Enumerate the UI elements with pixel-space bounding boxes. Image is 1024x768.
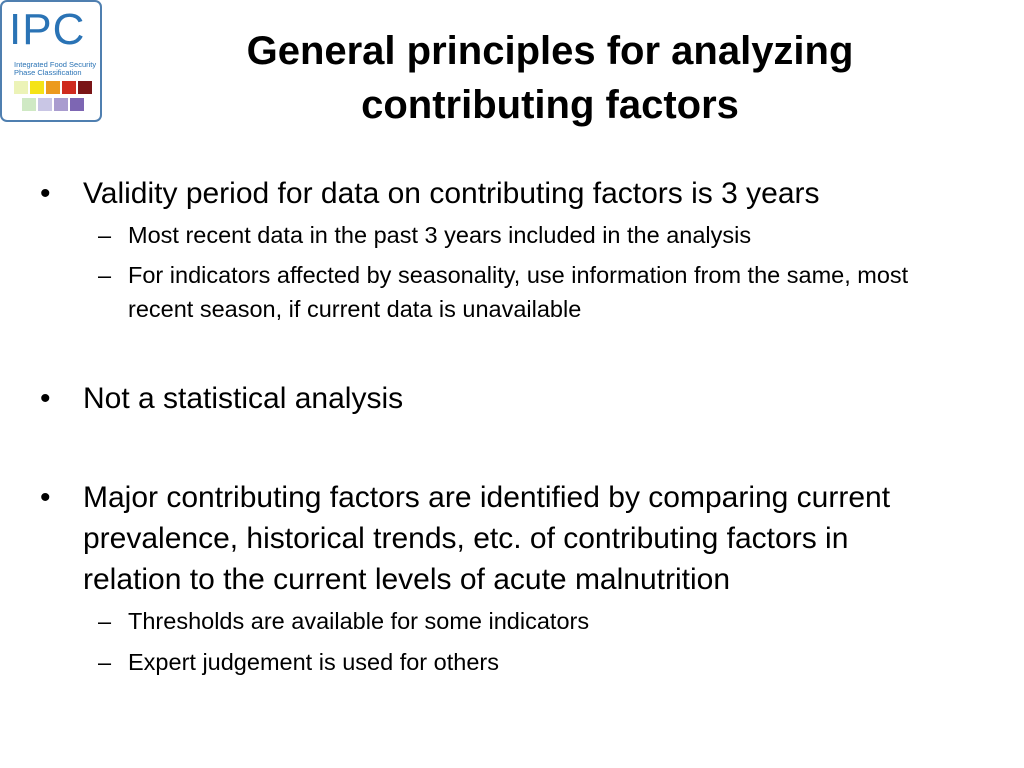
logo-swatch bbox=[14, 81, 28, 94]
sub-bullet-marker: – bbox=[98, 262, 112, 288]
logo-swatch bbox=[30, 81, 44, 94]
slide-title-line-1: General principles for analyzing bbox=[246, 29, 854, 73]
sub-bullet bbox=[98, 218, 980, 252]
bullet-validity-period bbox=[40, 173, 980, 326]
slide-title bbox=[140, 24, 960, 132]
sub-bullet-text: Thresholds are available for some indicators bbox=[128, 608, 590, 634]
logo-swatch bbox=[54, 98, 68, 111]
slide-title-line-2: contributing factors bbox=[361, 83, 739, 127]
logo-text: IPC bbox=[9, 5, 86, 54]
logo-swatch bbox=[46, 81, 60, 94]
logo-swatch-row-2 bbox=[22, 98, 106, 111]
logo-subtitle-line2: Phase Classification bbox=[14, 68, 82, 77]
bullet-text: Not a statistical analysis bbox=[83, 382, 404, 415]
sub-bullet bbox=[98, 604, 980, 638]
bullet-marker: • bbox=[40, 382, 51, 415]
logo-swatch-row-1 bbox=[14, 81, 98, 94]
sub-bullet bbox=[98, 645, 980, 679]
ipc-logo bbox=[0, 0, 102, 122]
bullet-major-factors bbox=[40, 477, 980, 679]
logo-swatch bbox=[38, 98, 52, 111]
sub-bullet-marker: – bbox=[98, 649, 112, 675]
sub-bullet-marker: – bbox=[98, 608, 112, 634]
logo-subtitle-line1: Integrated Food Security bbox=[14, 60, 97, 69]
logo-swatch bbox=[22, 98, 36, 111]
bullet-text: Major contributing factors are identified by comparing current prevalence, historical trends, etc. of contributing factors in relation to the current levels of acute malnutrition bbox=[83, 481, 891, 596]
logo-swatch bbox=[62, 81, 76, 94]
logo-swatch bbox=[70, 98, 84, 111]
sub-bullet-marker: – bbox=[98, 222, 112, 248]
bullet-text: Validity period for data on contributing factors is 3 years bbox=[83, 177, 820, 210]
sub-bullet-text: For indicators affected by seasonality, use information from the same, most recent season, if current data is unavailable bbox=[128, 262, 909, 322]
sub-bullet-text: Most recent data in the past 3 years included in the analysis bbox=[128, 222, 752, 248]
bullet-not-statistical bbox=[40, 378, 980, 419]
logo-swatch bbox=[78, 81, 92, 94]
sub-bullet-text: Expert judgement is used for others bbox=[128, 649, 499, 675]
bullet-marker: • bbox=[40, 481, 51, 514]
bullet-marker: • bbox=[40, 177, 51, 210]
sub-bullet bbox=[98, 258, 980, 326]
